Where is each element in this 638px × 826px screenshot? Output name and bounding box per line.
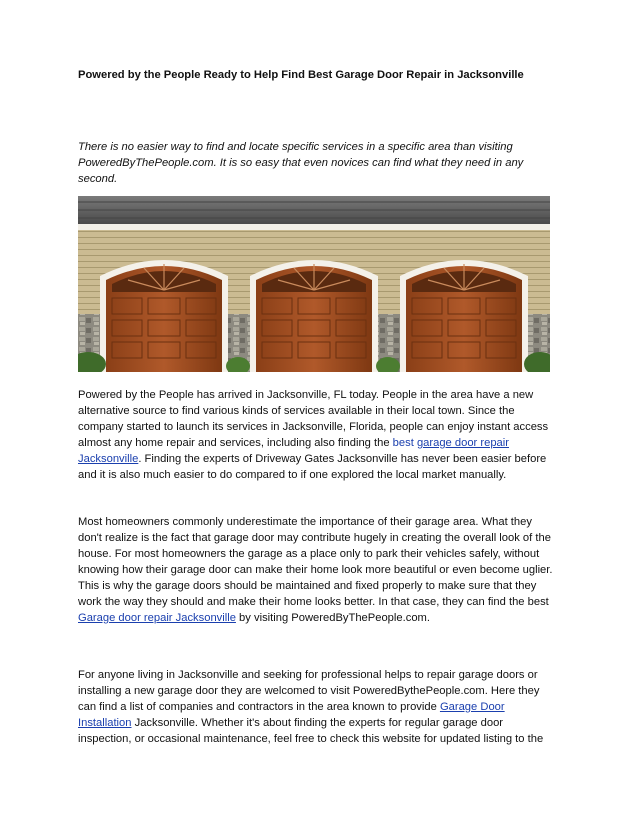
- paragraph-line: [78, 699, 568, 715]
- paragraph-line: [78, 435, 568, 451]
- paragraph-line: Most homeowners commonly underestimate the importance of their garage area. What they: [78, 516, 532, 528]
- best-text: best: [392, 437, 414, 449]
- paragraph-garage-importance: [78, 514, 568, 626]
- installation-link[interactable]: Installation: [78, 717, 132, 729]
- garage-door-installation-link[interactable]: Garage Door: [439, 701, 505, 713]
- intro-paragraph: [78, 139, 568, 187]
- paragraph-line: [78, 610, 568, 626]
- line-text: . Finding the experts of Driveway Gates Jacksonville has never been easier before: [138, 453, 547, 465]
- paragraph-line: and it is also much easier to do compared to if one explored the local market manually.: [78, 469, 507, 481]
- line-text: can find a list of companies and contractors in the area known to provide: [78, 701, 440, 713]
- paragraph-line: For anyone living in Jacksonville and seeking for professional helps to repair garage doors or: [78, 669, 538, 681]
- paragraph-installation: [78, 667, 568, 747]
- intro-line: second.: [78, 173, 118, 185]
- garage-door-repair-link[interactable]: garage door repair: [416, 437, 509, 449]
- intro-line: PoweredByThePeople.com. It is so easy that even novices can find what they need in any: [78, 157, 524, 169]
- garage-doors-photo: [78, 196, 550, 372]
- paragraph-line: house. For most homeowners the garage as a place only to park their vehicles safely, without: [78, 548, 540, 560]
- document-title: Powered by the People Ready to Help Find Best Garage Door Repair in Jacksonville: [78, 69, 524, 81]
- jacksonville-link[interactable]: Jacksonville: [78, 453, 139, 465]
- line-text: Jacksonville. Whether it's about finding the experts for regular garage door: [131, 717, 504, 729]
- paragraph-line: alternative source to find various kinds of services available in their local town. Since the: [78, 405, 515, 417]
- paragraph-line: installing a new garage door they are welcomed to visit PoweredBythePeople.com. Here they: [78, 685, 540, 697]
- paragraph-line: Powered by the People has arrived in Jacksonville, FL today. People in the area have a new: [78, 389, 534, 401]
- paragraph-jacksonville-launch: [78, 387, 568, 483]
- paragraph-line: This is why the garage doors should be maintained and fixed properly to make sure that they: [78, 580, 537, 592]
- line-text: almost any home repair and services, including also finding the: [78, 437, 393, 449]
- garage-door-repair-jacksonville-link[interactable]: Garage door repair Jacksonville: [78, 612, 236, 624]
- paragraph-line: [78, 451, 568, 467]
- line-text: by visiting PoweredByThePeople.com.: [235, 612, 430, 624]
- paragraph-line: knowing how their garage door can make their home look more beautiful or even become uglier.: [78, 564, 553, 576]
- paragraph-line: inspection, or occasional maintenance, feel free to check this website for updated listing to the: [78, 733, 544, 745]
- paragraph-line: [78, 715, 568, 731]
- intro-line: There is no easier way to find and locate specific services in a specific area than visiting: [78, 141, 513, 153]
- paragraph-line: don't realize is the fact that garage door may contribute hugely in creating the overall look of the: [78, 532, 551, 544]
- paragraph-line: company started to launch its services in Jacksonville, Florida, people can enjoy instant access: [78, 421, 549, 433]
- paragraph-line: work the way they should and make their home looks better. In that case, they can find the best: [78, 596, 549, 608]
